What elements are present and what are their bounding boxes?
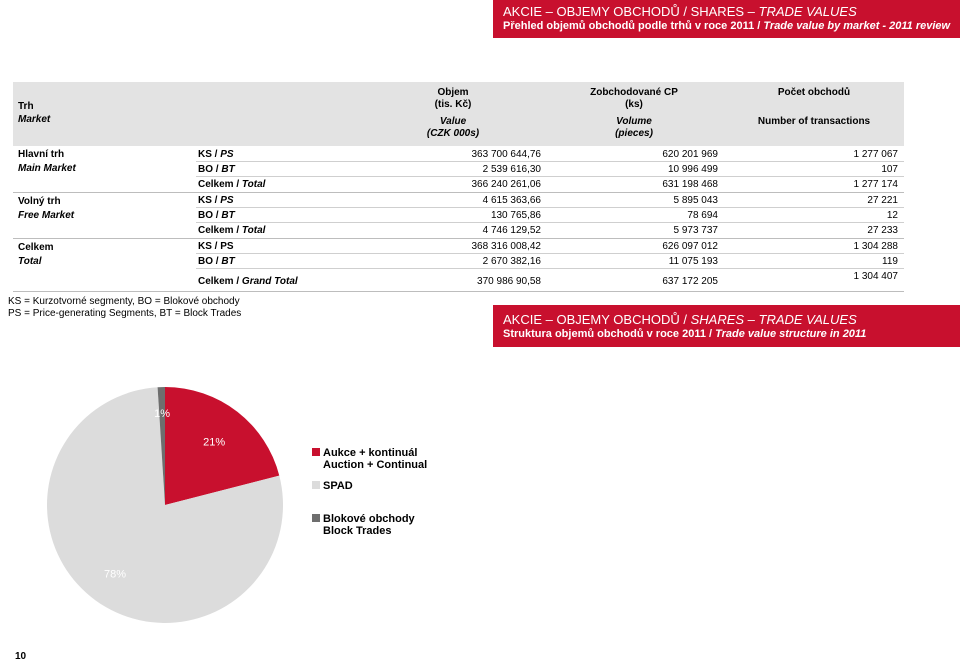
row-divider bbox=[196, 268, 904, 269]
cell-volume: 631 198 468 bbox=[662, 179, 718, 190]
cell-value: 363 700 644,76 bbox=[471, 149, 541, 160]
header-transactions: Number of transactions bbox=[757, 116, 871, 127]
header-value-unit: (CZK 000s) bbox=[426, 128, 480, 139]
cell-volume: 626 097 012 bbox=[662, 241, 718, 252]
row-divider bbox=[196, 176, 904, 177]
row-divider bbox=[196, 222, 904, 223]
cell-value: 4 746 129,52 bbox=[482, 225, 541, 236]
header-volume: Volume bbox=[616, 116, 652, 127]
legend-label-auction: Aukce + kontinuál Auction + Continual bbox=[323, 447, 428, 471]
cell-value: 2 539 616,30 bbox=[482, 164, 541, 175]
group-divider bbox=[13, 192, 904, 193]
cell-trades: 107 bbox=[881, 164, 898, 175]
segment-label: KS / PS bbox=[198, 195, 234, 206]
header-value: Value bbox=[439, 116, 467, 127]
header-objem: Objem bbox=[437, 87, 469, 98]
page-header-banner bbox=[493, 0, 960, 38]
cell-trades: 12 bbox=[886, 210, 898, 221]
page-number: 10 bbox=[15, 651, 27, 662]
header-volume-unit: (pieces) bbox=[615, 128, 653, 139]
cell-value: 368 316 008,42 bbox=[471, 241, 541, 252]
cell-volume: 10 996 499 bbox=[667, 164, 718, 175]
banner-title-czech: AKCIE – OBJEMY OBCHODŮ / SHARES – bbox=[503, 4, 759, 19]
trade-structure-pie-chart bbox=[40, 380, 290, 630]
group-label-en: Main Market bbox=[18, 163, 76, 174]
segment-label: KS / PS bbox=[198, 149, 234, 160]
cell-trades: 119 bbox=[882, 256, 898, 267]
banner-subtitle-czech: Přehled objemů obchodů podle trhů v roce 2011 / bbox=[503, 20, 764, 32]
cell-value: 2 670 382,16 bbox=[482, 256, 541, 267]
cell-volume: 620 201 969 bbox=[662, 149, 718, 160]
banner-title-czech: AKCIE – OBJEMY OBCHODŮ / bbox=[503, 312, 691, 327]
header-trh: Trh bbox=[18, 101, 34, 112]
group-divider bbox=[13, 238, 904, 239]
header-cp-unit: (ks) bbox=[625, 99, 643, 110]
banner-title-english: TRADE VALUES bbox=[758, 4, 857, 19]
group-label-en: Total bbox=[18, 256, 42, 267]
segment-label: KS / PS bbox=[198, 241, 234, 252]
cell-value: 130 765,86 bbox=[490, 210, 541, 221]
segment-label: BO / BT bbox=[198, 164, 235, 175]
banner-title-english: SHARES – TRADE VALUES bbox=[690, 312, 857, 327]
segment-label: Celkem / Grand Total bbox=[198, 276, 298, 287]
banner-subtitle-english: Trade value structure in 2011 bbox=[715, 328, 867, 340]
cell-trades: 1 304 288 bbox=[853, 241, 898, 252]
note-line: KS = Kurzotvorné segmenty, BO = Blokové obchody bbox=[8, 296, 240, 307]
banner-title bbox=[503, 4, 960, 19]
segment-label: BO / BT bbox=[198, 210, 235, 221]
cell-trades: 1 277 174 bbox=[853, 179, 898, 190]
legend-swatch-block-trades bbox=[312, 514, 320, 522]
cell-volume: 637 172 205 bbox=[662, 276, 718, 287]
header-cp: Zobchodované CP bbox=[590, 87, 678, 98]
segment-label: Celkem / Total bbox=[198, 225, 266, 236]
group-label-cz: Hlavní trh bbox=[18, 149, 65, 160]
banner-title bbox=[503, 312, 960, 327]
row-divider bbox=[196, 207, 904, 208]
segment-label: Celkem / Total bbox=[198, 179, 266, 190]
row-divider bbox=[196, 253, 904, 254]
cell-trades: 27 221 bbox=[867, 195, 898, 206]
group-label-en: Free Market bbox=[18, 210, 75, 221]
cell-value: 4 615 363,66 bbox=[482, 195, 541, 206]
cell-volume: 11 075 193 bbox=[668, 256, 718, 267]
note-line: PS = Price-generating Segments, BT = Block Trades bbox=[8, 308, 242, 319]
pie-label-spad: 78% bbox=[104, 568, 127, 581]
legend-swatch-spad bbox=[312, 481, 320, 489]
banner-subtitle-english: Trade value by market - 2011 review bbox=[763, 20, 951, 32]
row-divider bbox=[196, 161, 904, 162]
cell-volume: 5 895 043 bbox=[673, 195, 718, 206]
pie-label-auction: 21% bbox=[203, 436, 226, 449]
abbreviation-notes bbox=[8, 296, 241, 320]
legend-swatch-auction bbox=[312, 448, 320, 456]
banner-subtitle-czech: Struktura objemů obchodů v roce 2011 / bbox=[503, 328, 716, 340]
cell-trades: 27 233 bbox=[867, 225, 898, 236]
pie-label-block-trades: 1% bbox=[154, 408, 171, 421]
legend-label-block-trades: Blokové obchody Block Trades bbox=[323, 513, 415, 537]
cell-volume: 5 973 737 bbox=[673, 225, 718, 236]
group-label-cz: Volný trh bbox=[18, 196, 61, 207]
cell-volume: 78 694 bbox=[687, 210, 718, 221]
segment-label: BO / BT bbox=[198, 256, 235, 267]
header-market: Market bbox=[18, 114, 51, 125]
chart-header-banner bbox=[493, 305, 960, 347]
banner-subtitle bbox=[503, 19, 960, 33]
group-label-cz: Celkem bbox=[18, 242, 54, 253]
cell-trades: 1 304 407 bbox=[853, 271, 898, 282]
table-bottom-divider bbox=[13, 291, 904, 292]
cell-value: 366 240 261,06 bbox=[471, 179, 541, 190]
cell-trades: 1 277 067 bbox=[853, 149, 898, 160]
legend-label-spad: SPAD bbox=[323, 480, 353, 492]
header-objem-unit: (tis. Kč) bbox=[434, 99, 472, 110]
cell-value: 370 986 90,58 bbox=[477, 276, 541, 287]
header-pocet: Počet obchodů bbox=[777, 87, 851, 98]
banner-subtitle bbox=[503, 327, 960, 341]
